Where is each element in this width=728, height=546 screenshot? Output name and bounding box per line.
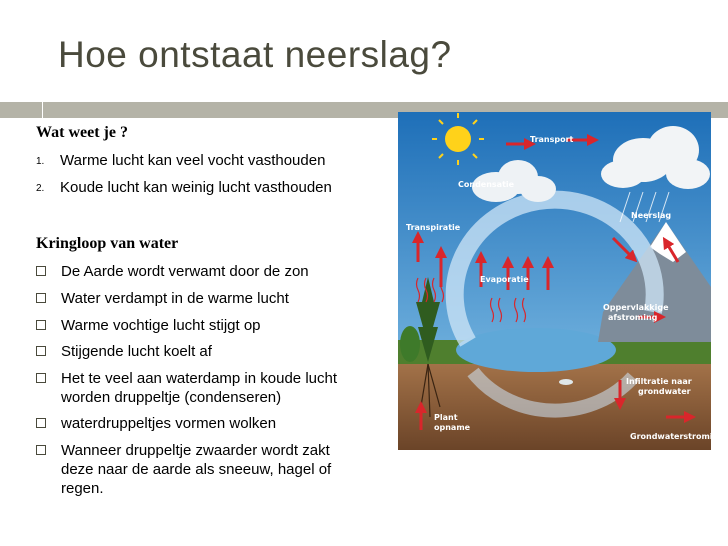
square-bullet-icon xyxy=(36,445,46,455)
label-condensatie: Condensatie xyxy=(458,180,515,189)
item-text: Koude lucht kan weinig lucht vasthouden xyxy=(60,179,332,196)
label-neerslag: Neerslag xyxy=(631,211,672,220)
label-grondwaterstroming: Grondwaterstroming xyxy=(630,432,724,441)
bullet-item xyxy=(36,262,366,281)
slide-title: Hoe ontstaat neerslag? xyxy=(58,34,452,75)
item-text: Warme lucht kan veel vocht vasthouden xyxy=(60,152,326,169)
label-evaporatie: Evaporatie xyxy=(480,275,529,284)
bullet-text: Wanneer druppeltje zwaarder wordt zakt deze naar de aarde als sneeuw, hagel of regen. xyxy=(61,442,332,497)
label-infiltratie: Infiltratie naar xyxy=(626,377,692,386)
section-heading-wat-weet-je: Wat weet je ? xyxy=(36,124,128,141)
item-number: 1. xyxy=(36,156,45,167)
label-transport: Transport xyxy=(530,135,574,144)
label-oppervlakkige: Oppervlakkige xyxy=(603,303,669,312)
bullet-item xyxy=(36,414,366,433)
lake xyxy=(456,328,616,372)
label-opname: opname xyxy=(434,423,471,432)
label-afstroming: afstroming xyxy=(608,313,658,322)
label-grondwater: grondwater xyxy=(638,387,691,396)
numbered-item xyxy=(36,179,332,196)
item-number: 2. xyxy=(36,183,45,194)
section-heading-kringloop: Kringloop van water xyxy=(36,235,179,252)
square-bullet-icon xyxy=(36,346,46,356)
bullet-text: De Aarde wordt verwamt door de zon xyxy=(61,263,309,280)
water-cycle-diagram xyxy=(398,112,724,450)
bullet-text: Stijgende lucht koelt af xyxy=(61,343,212,360)
bullet-item xyxy=(36,342,366,361)
bullet-item xyxy=(36,289,366,308)
numbered-item xyxy=(36,152,325,169)
square-bullet-icon xyxy=(36,266,46,276)
square-bullet-icon xyxy=(36,320,46,330)
title-rule-accent xyxy=(0,102,42,118)
square-bullet-icon xyxy=(36,418,46,428)
bullet-text: waterdruppeltjes vormen wolken xyxy=(61,415,277,432)
fish-icon xyxy=(559,379,573,385)
bullet-text: Water verdampt in de warme lucht xyxy=(61,290,289,307)
square-bullet-icon xyxy=(36,293,46,303)
square-bullet-icon xyxy=(36,373,46,383)
bullet-item xyxy=(36,316,366,335)
label-plant: Plant xyxy=(434,413,458,422)
bullet-item xyxy=(36,441,366,498)
bullet-item xyxy=(36,369,366,407)
bullet-text: Warme vochtige lucht stijgt op xyxy=(61,317,261,334)
bullet-text: Het te veel aan waterdamp in koude lucht worden druppeltje (condenseren) xyxy=(61,370,337,406)
label-transpiratie: Transpiratie xyxy=(406,223,461,232)
